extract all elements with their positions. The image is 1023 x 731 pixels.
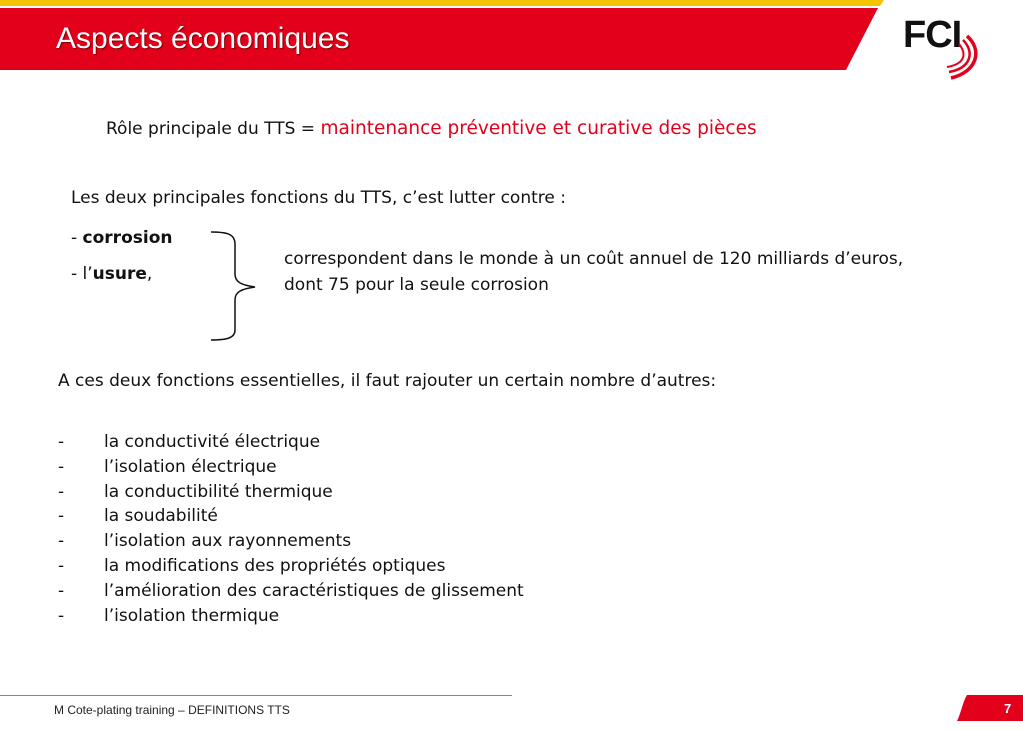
list-item-text: la modifications des propriétés optiques — [104, 555, 446, 576]
bullet-dash: - — [58, 555, 65, 576]
list-item-text: l’isolation aux rayonnements — [104, 531, 352, 552]
item-prefix: - l’ — [71, 264, 93, 284]
others-list — [58, 432, 524, 630]
others-intro: A ces deux fonctions essentielles, il faut rajouter un certain nombre d’autres: — [58, 371, 717, 391]
item-keyword: usure — [92, 264, 147, 284]
item-keyword: corrosion — [82, 228, 173, 248]
role-prefix: Rôle principale du TTS = — [106, 119, 321, 139]
role-line — [106, 118, 757, 139]
bullet-dash: - — [58, 432, 65, 452]
bullet-dash: - — [58, 506, 65, 527]
list-item — [58, 457, 524, 482]
cost-line-2: dont 75 pour la seule corrosion — [284, 275, 549, 295]
bullet-dash: - — [58, 481, 65, 502]
logo-swoosh-icon — [903, 14, 983, 84]
list-item-text: l’isolation thermique — [104, 605, 280, 626]
item-suffix: , — [146, 264, 153, 284]
list-item — [58, 606, 524, 631]
item-prefix: - — [71, 228, 83, 248]
list-item — [58, 482, 524, 507]
cost-line-1: correspondent dans le monde à un coût annuel de 120 milliards d’euros, — [284, 249, 904, 269]
bullet-dash: - — [58, 456, 65, 477]
page-number: 7 — [1004, 701, 1012, 716]
list-item — [58, 432, 524, 457]
fci-logo — [903, 14, 983, 84]
logo-text: FCI — [903, 14, 962, 56]
list-item-text: l’isolation électrique — [104, 456, 277, 477]
list-item-text: la soudabilité — [104, 506, 218, 527]
bullet-dash: - — [58, 580, 65, 601]
bullet-dash: - — [58, 605, 65, 626]
role-value: maintenance préventive et curative des pièces — [320, 118, 757, 139]
list-item-text: l’amélioration des caractéristiques de glissement — [104, 580, 524, 601]
list-item — [58, 506, 524, 531]
slide-title: Aspects économiques — [56, 22, 350, 55]
list-item — [58, 556, 524, 581]
function-item-usure — [71, 264, 152, 284]
list-item — [58, 581, 524, 606]
bullet-dash: - — [58, 531, 65, 552]
function-item-corrosion — [71, 228, 172, 248]
right-brace-icon — [205, 230, 261, 346]
footer-text: M Cote-plating training – DEFINITIONS TTS — [54, 703, 290, 717]
footer-divider — [0, 695, 512, 696]
list-item — [58, 531, 524, 556]
list-item-text: la conductivité électrique — [104, 432, 321, 452]
page-number-tab — [955, 693, 1023, 723]
functions-intro: Les deux principales fonctions du TTS, c’est lutter contre : — [71, 188, 566, 208]
list-item-text: la conductibilité thermique — [104, 481, 333, 502]
